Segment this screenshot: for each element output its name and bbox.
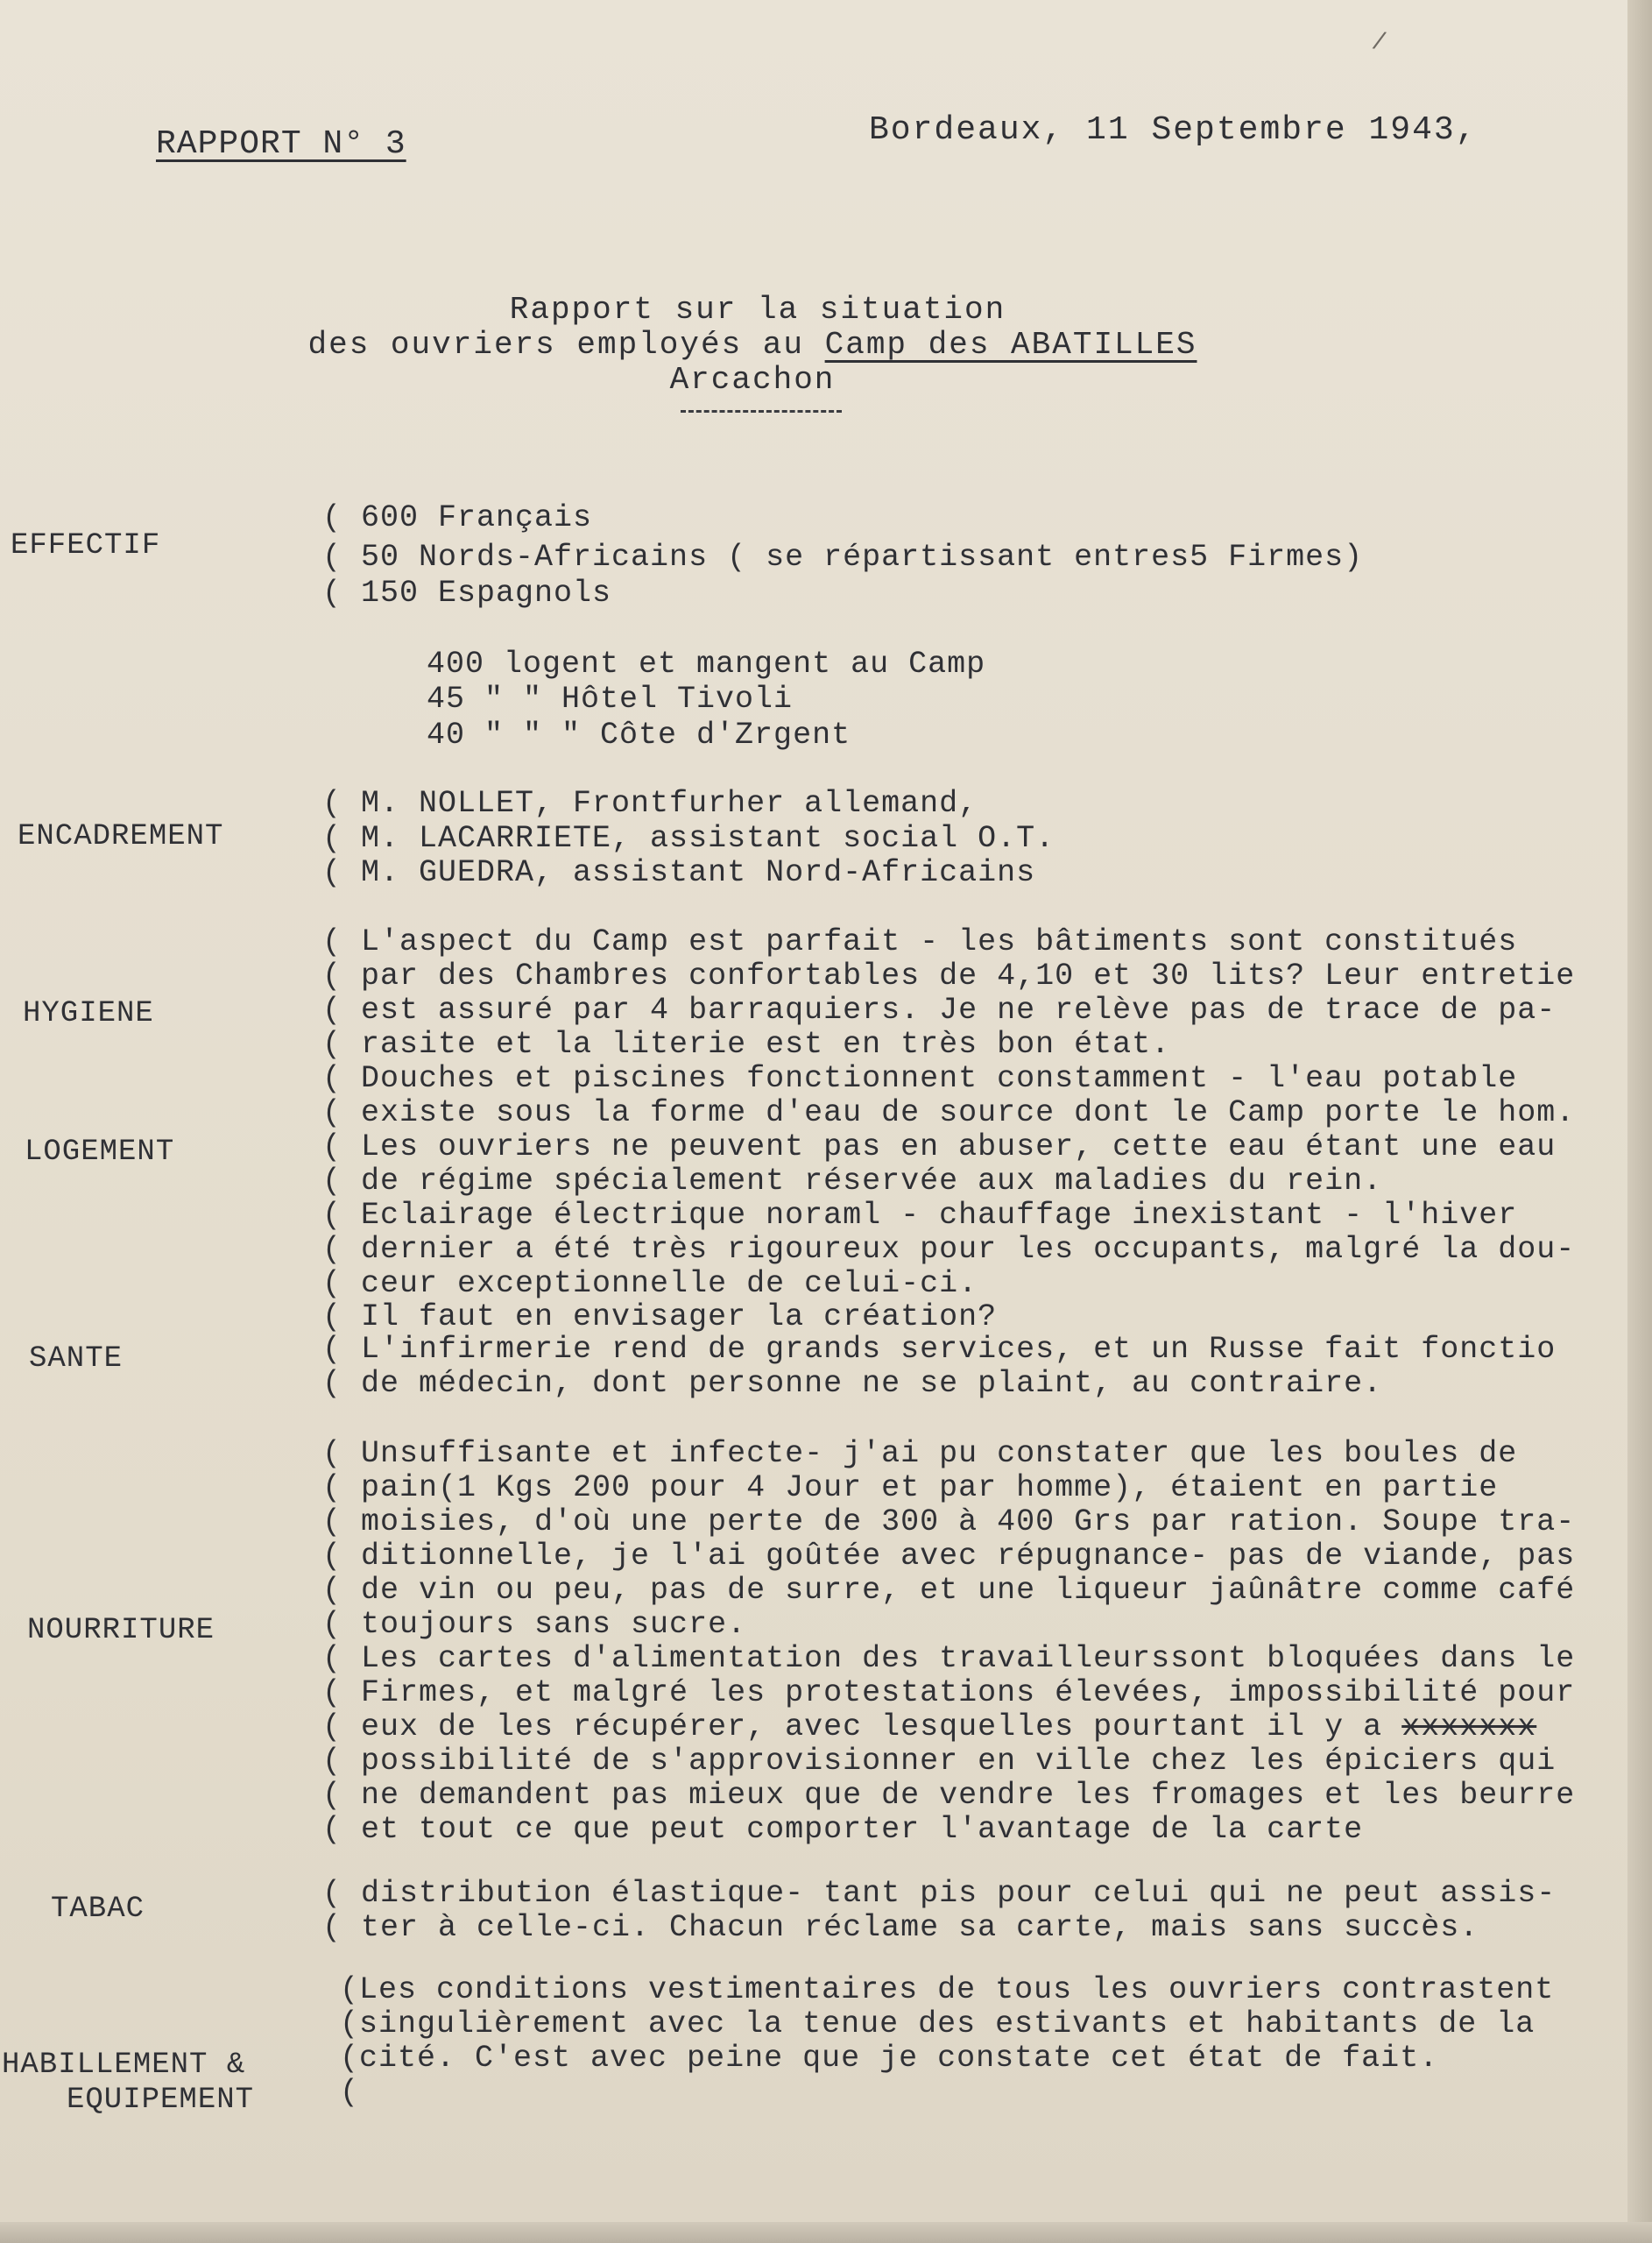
logement-line-6: ( dernier a été très rigoureux pour les occupants, malgré la dou- — [322, 1232, 1576, 1267]
logement-line-7: ( ceur exceptionnelle de celui-ci. — [322, 1266, 978, 1301]
section-label-logement: LOGEMENT — [25, 1136, 175, 1169]
habillement-line-4: ( — [340, 2075, 360, 2110]
nourriture-line-6: ( toujours sans sucre. — [322, 1607, 747, 1642]
nourriture-line-3: ( moisies, d'où une perte de 300 à 400 Grs par ration. Soupe tra- — [322, 1504, 1576, 1539]
section-label-tabac: TABAC — [51, 1893, 145, 1926]
logement-line-1: ( Douches et piscines fonctionnent constamment - l'eau potable — [322, 1061, 1518, 1096]
effectif-line-2: ( 50 Nords-Africains ( se répartissant entres5 Firmes) — [322, 540, 1364, 575]
page-edge-right — [1627, 0, 1652, 2243]
section-label-habillement-2: EQUIPEMENT — [67, 2084, 255, 2117]
section-label-hygiene: HYGIENE — [23, 997, 154, 1030]
section-label-effectif: EFFECTIF — [11, 529, 161, 563]
report-title-line-2 — [0, 328, 1578, 363]
nourriture-line-8: ( Firmes, et malgré les protestations élevées, impossibilité pour — [322, 1675, 1576, 1710]
tabac-line-2: ( ter à celle-ci. Chacun réclame sa carte, mais sans succès. — [322, 1910, 1479, 1945]
nourriture-line-4: ( ditionnelle, je l'ai goûtée avec répugnance- pas de viande, pas — [322, 1539, 1576, 1574]
logement-line-8: ( Il faut en envisager la création? — [322, 1299, 998, 1334]
logement-line-5: ( Eclairage électrique noraml - chauffage inexistant - l'hiver — [322, 1198, 1518, 1233]
nourriture-line-9 — [322, 1710, 1536, 1744]
report-title-line-3: Arcachon — [669, 362, 836, 398]
habillement-line-1: (Les conditions vestimentaires de tous les ouvriers contrastent — [340, 1972, 1555, 2007]
tabac-line-1: ( distribution élastique- tant pis pour celui qui ne peut assis- — [322, 1876, 1557, 1911]
hygiene-line-3: ( est assuré par 4 barraquiers. Je ne relève pas de trace de pa- — [322, 993, 1557, 1028]
sante-line-1: ( L'infirmerie rend de grands services, et un Russe fait fonctio — [322, 1332, 1557, 1367]
report-title-line-1: Rapport sur la situation — [509, 292, 1006, 328]
habillement-line-3: (cité. C'est avec peine que je constate cet état de fait. — [340, 2041, 1439, 2076]
margin-mark: / — [1369, 28, 1388, 59]
report-title-camp-name: Camp des ABATILLES — [824, 327, 1197, 363]
encadrement-line-3: ( M. GUEDRA, assistant Nord-Africains — [322, 855, 1036, 890]
report-title-line-2-prefix: des ouvriers employés au — [307, 327, 825, 363]
title-separator — [681, 410, 842, 413]
hygiene-line-4: ( rasite et la literie est en très bon état. — [322, 1027, 1171, 1062]
report-number: RAPPORT N° 3 — [156, 125, 406, 163]
habillement-line-2: (singulièrement avec la tenue des estivants et habitants de la — [340, 2006, 1536, 2041]
section-label-habillement-1: HABILLEMENT & — [2, 2048, 246, 2082]
encadrement-line-2: ( M. LACARRIETE, assistant social O.T. — [322, 821, 1055, 856]
nourriture-line-1: ( Unsuffisante et infecte- j'ai pu constater que les boules de — [322, 1436, 1518, 1471]
logement-line-3: ( Les ouvriers ne peuvent pas en abuser, cette eau étant une eau — [322, 1129, 1557, 1164]
place-date: Bordeaux, 11 Septembre 1943, — [869, 111, 1478, 149]
nourriture-line-10: ( possibilité de s'approvisionner en ville chez les épiciers qui — [322, 1744, 1557, 1779]
section-label-encadrement: ENCADREMENT — [18, 820, 224, 853]
housing-line-2: 45 " " Hôtel Tivoli — [427, 682, 794, 717]
nourriture-line-2: ( pain(1 Kgs 200 pour 4 Jour et par homme), étaient en partie — [322, 1470, 1499, 1505]
hygiene-line-2: ( par des Chambres confortables de 4,10 et 30 lits? Leur entretie — [322, 959, 1576, 994]
nourriture-line-11: ( ne demandent pas mieux que de vendre les fromages et les beurre — [322, 1778, 1576, 1813]
hygiene-line-1: ( L'aspect du Camp est parfait - les bâtiments sont constitués — [322, 924, 1518, 959]
nourriture-line-7: ( Les cartes d'alimentation des travailleurssont bloquées dans le — [322, 1641, 1576, 1676]
page-edge-bottom — [0, 2222, 1652, 2243]
encadrement-line-1: ( M. NOLLET, Frontfurher allemand, — [322, 786, 978, 821]
logement-line-2: ( existe sous la forme d'eau de source dont le Camp porte le hom. — [322, 1095, 1576, 1130]
crossed-out-word: xxxxxxx — [1401, 1709, 1537, 1744]
housing-line-1: 400 logent et mangent au Camp — [427, 647, 986, 682]
sante-line-2: ( de médecin, dont personne ne se plaint, au contraire. — [322, 1366, 1383, 1401]
effectif-line-1: ( 600 Français — [322, 500, 593, 535]
nourriture-line-12: ( et tout ce que peut comporter l'avantage de la carte — [322, 1812, 1364, 1847]
housing-line-3: 40 " " " Côte d'Zrgent — [427, 718, 851, 753]
section-label-sante: SANTE — [29, 1342, 124, 1376]
section-label-nourriture: NOURRITURE — [27, 1614, 215, 1647]
nourriture-line-5: ( de vin ou peu, pas de surre, et une liqueur jaûnâtre comme café — [322, 1573, 1576, 1608]
effectif-line-3: ( 150 Espagnols — [322, 576, 612, 611]
logement-line-4: ( de régime spécialement réservée aux maladies du rein. — [322, 1164, 1383, 1199]
nourriture-line-9-text: ( eux de les récupérer, avec lesquelles pourtant il y a — [322, 1709, 1402, 1744]
